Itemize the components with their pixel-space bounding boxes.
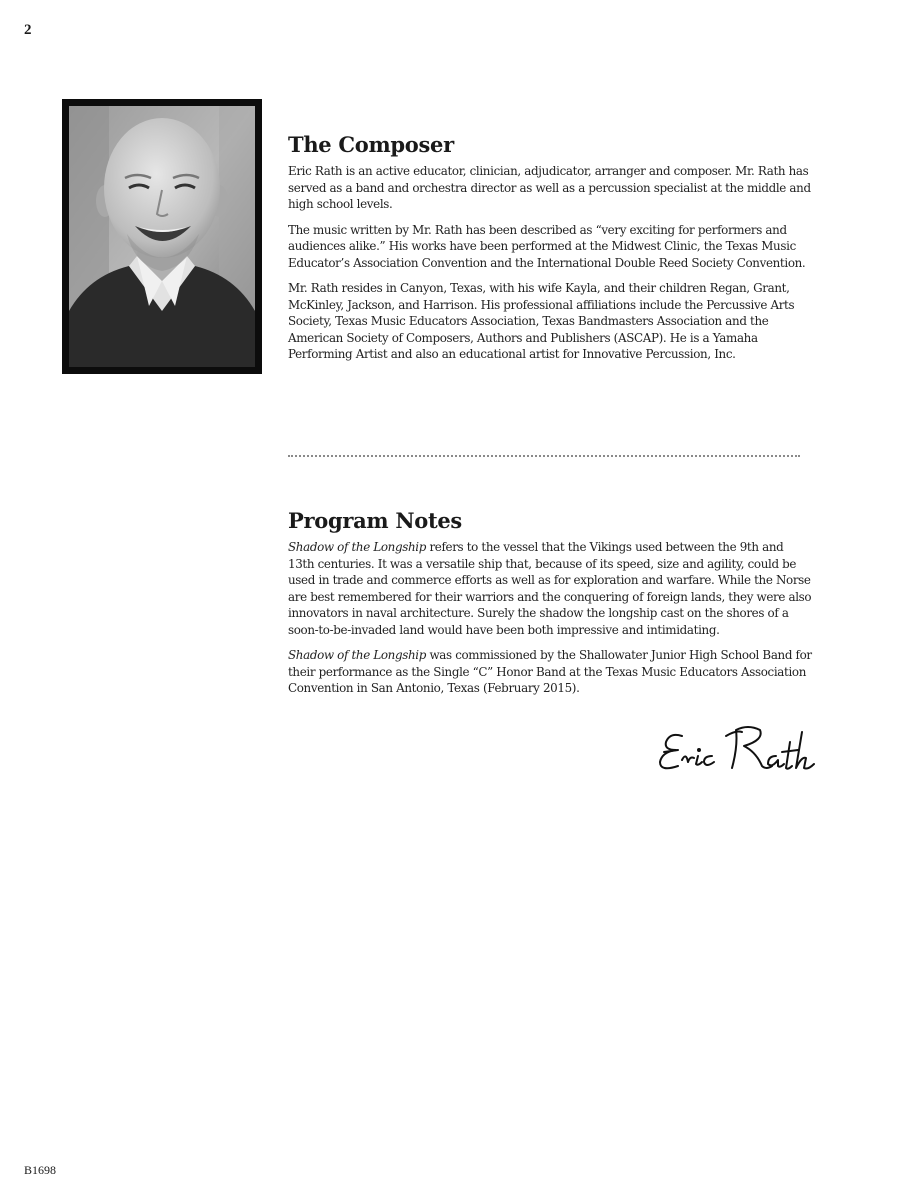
composer-photo (62, 99, 262, 374)
composer-paragraph-2: The music written by Mr. Rath has been described as “very exciting for performers and audiences alike.” His works have been performed at the Midwest Clinic, the Texas Music Educator’s Association Convention and the International Double Reed Society Convention. (288, 222, 806, 270)
piece-title: Shadow of the Longship (288, 648, 427, 662)
paragraph-text: refers to the vessel that the Vikings used between the 9th and 13th centuries. It was a versatile ship that, because of its speed, size and agility, could be used in trade and commerce efforts as well as for exploration and warfare. While the Norse are best remembered for their warriors and the conquering of foreign lands, they were also innovators in naval architecture. Surely the shadow the longship cast on the shores of a soon-to-be-invaded land would have been both impressive and intimidating. (288, 540, 812, 637)
dotted-divider (288, 455, 800, 457)
composer-paragraph-3: Mr. Rath resides in Canyon, Texas, with his wife Kayla, and their children Regan, Grant, McKinley, Jackson, and Harrison. His professional affiliations include the Percussive Arts Society, Texas Music Educators Association, Texas Bandmasters Association and the American Society of Composers, Authors and Publishers (ASCAP). He is a Yamaha Performing Artist and also an educational artist for Innovative Percussion, Inc. (288, 281, 795, 361)
composer-section (288, 132, 812, 372)
program-notes-heading: Program Notes (288, 508, 462, 533)
piece-title: Shadow of the Longship (288, 540, 427, 554)
program-notes-paragraph-2 (288, 647, 812, 697)
program-notes-paragraph-1 (288, 539, 812, 638)
composer-signature (652, 722, 817, 778)
paragraph-text: was commissioned by the Shallowater Junior High School Band for their performance as the Single “C” Honor Band at the Texas Music Educators Association Convention in San Antonio, Texas (February 2015). (288, 648, 812, 695)
footer-code: B1698 (24, 1163, 57, 1177)
composer-heading: The Composer (288, 132, 454, 157)
page-number: 2 (24, 22, 32, 38)
program-notes-section (288, 508, 812, 706)
composer-paragraph-1: Eric Rath is an active educator, clinician, adjudicator, arranger and composer. Mr. Rath has served as a band and orchestra director as well as a percussion specialist at the middle and high school levels. (288, 164, 811, 211)
